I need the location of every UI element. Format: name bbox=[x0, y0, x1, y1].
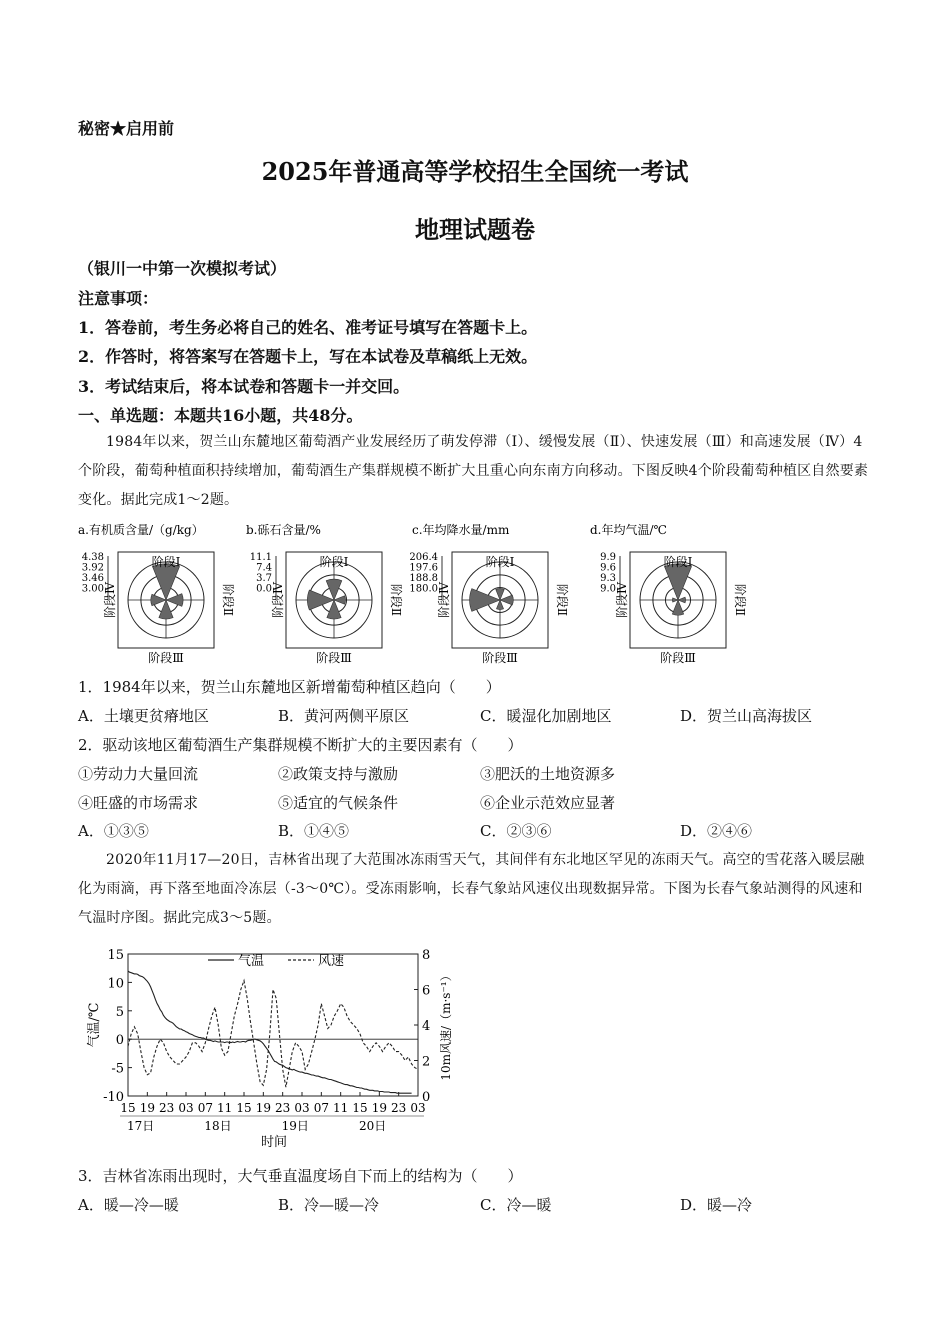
rose-tick-label: 3.7 bbox=[256, 573, 272, 584]
question-2-stem: 2．驱动该地区葡萄酒生产集群规模不断扩大的主要因素有（ ） bbox=[78, 736, 523, 754]
notice-item: 1．答卷前，考生务必将自己的姓名、准考证号填写在答题卡上。 bbox=[78, 318, 538, 337]
rose-stage-bottom: 阶段Ⅲ bbox=[316, 651, 352, 665]
x-tick-label: 19 bbox=[371, 1101, 387, 1115]
wind-temperature-chart bbox=[78, 938, 478, 1158]
rose-stage-bottom: 阶段Ⅲ bbox=[148, 651, 184, 665]
rose-stage-left: 阶段Ⅳ bbox=[437, 582, 451, 618]
q1-option-b[interactable]: B．黄河两侧平原区 bbox=[278, 707, 410, 725]
rose-stage-right: 阶段Ⅱ bbox=[555, 583, 569, 617]
left-tick-label: 0 bbox=[115, 1033, 124, 1049]
right-tick-label: 6 bbox=[422, 983, 431, 999]
notice-item: 3．考试结束后，将本试卷和答题卡一并交回。 bbox=[78, 377, 410, 396]
q2-option-b[interactable]: B．①④⑤ bbox=[278, 822, 350, 840]
q2-item: ①劳动力大量回流 bbox=[78, 765, 199, 783]
rose-charts-figure bbox=[78, 520, 758, 665]
rose-petal-stage-IV bbox=[151, 594, 166, 605]
rose-tick-label: 9.3 bbox=[600, 573, 616, 584]
q3-option-a[interactable]: A．暖—冷—暖 bbox=[78, 1196, 179, 1214]
left-tick-label: 5 bbox=[115, 1004, 124, 1020]
left-tick-label: -10 bbox=[103, 1090, 124, 1105]
question-3-stem: 3．吉林省冻雨出现时，大气垂直温度场自下而上的结构为（ ） bbox=[78, 1167, 523, 1185]
rose-petal-stage-III bbox=[672, 600, 683, 615]
q1-option-c[interactable]: C．暖湿化加剧地区 bbox=[480, 707, 612, 725]
day-label: 18日 bbox=[204, 1119, 232, 1133]
exam-title: 2025年普通高等学校招生全国统一考试 bbox=[261, 157, 689, 186]
x-tick-label: 11 bbox=[217, 1101, 233, 1115]
q2-item: ④旺盛的市场需求 bbox=[78, 794, 199, 812]
x-tick-label: 15 bbox=[120, 1101, 136, 1115]
q3-option-d[interactable]: D．暖—冷 bbox=[680, 1196, 753, 1214]
x-axis-label: 时间 bbox=[261, 1135, 288, 1150]
rose-tick-label: 11.1 bbox=[249, 552, 272, 563]
exam-name: （银川一中第一次模拟考试） bbox=[78, 259, 287, 278]
rose-petal-stage-II bbox=[500, 595, 513, 605]
rose-panel-title: b.砾石含量/% bbox=[246, 523, 321, 537]
plot-frame bbox=[128, 954, 418, 1096]
q2-option-a[interactable]: A．①③⑤ bbox=[78, 822, 149, 840]
x-tick-label: 15 bbox=[352, 1101, 368, 1115]
rose-tick-label: 9.6 bbox=[600, 562, 616, 574]
x-tick-label: 15 bbox=[236, 1101, 252, 1115]
secret-label: 秘密★启用前 bbox=[78, 119, 175, 138]
rose-tick-label: 3.00 bbox=[81, 583, 104, 595]
rose-panel-title: d.年均气温/℃ bbox=[590, 523, 667, 537]
rose-tick-label: 3.46 bbox=[81, 573, 104, 584]
x-tick-label: 07 bbox=[197, 1101, 213, 1115]
rose-stage-left: 阶段Ⅳ bbox=[103, 582, 117, 618]
x-tick-label: 03 bbox=[294, 1101, 310, 1115]
rose-tick-label: 197.6 bbox=[409, 562, 438, 574]
rose-petal-stage-IV bbox=[307, 590, 334, 610]
rose-stage-top: 阶段Ⅰ bbox=[485, 555, 515, 569]
passage-2: 2020年11月17—20日，吉林省出现了大范围冰冻雨雪天气，其间伴有东北地区罕见的冻雨天气。高空的雪花落入暖层融化为雨滴，再下落至地面冷冻层（-3～0℃）。受冻雨影响，长春气象站风速仪出现数据异常。下图为长春气象站测得的风速和气温时序图。据此完成3～5题。 bbox=[78, 852, 865, 926]
y-right-label: 10m风速/（m·s⁻¹） bbox=[439, 969, 453, 1081]
x-tick-label: 03 bbox=[178, 1101, 194, 1115]
right-tick-label: 2 bbox=[422, 1054, 431, 1070]
day-label: 19日 bbox=[281, 1119, 309, 1133]
rose-tick-label: 206.4 bbox=[409, 552, 438, 563]
rose-panel-title: c.年均降水量/mm bbox=[412, 523, 510, 537]
notice-heading: 注意事项： bbox=[78, 289, 159, 308]
rose-stage-left: 阶段Ⅳ bbox=[615, 582, 629, 618]
rose-stage-top: 阶段Ⅰ bbox=[319, 555, 349, 569]
right-tick-label: 4 bbox=[422, 1019, 431, 1034]
q3-option-c[interactable]: C．冷—暖 bbox=[480, 1196, 552, 1214]
rose-stage-right: 阶段Ⅱ bbox=[733, 583, 747, 617]
day-label: 20日 bbox=[359, 1119, 387, 1133]
series-line-wind bbox=[128, 981, 418, 1088]
rose-tick-label: 9.9 bbox=[600, 552, 616, 563]
rose-tick-label: 4.38 bbox=[81, 552, 104, 563]
rose-petal-stage-II bbox=[678, 597, 686, 603]
rose-tick-label: 7.4 bbox=[256, 562, 272, 574]
x-tick-label: 19 bbox=[139, 1101, 155, 1115]
q3-option-b[interactable]: B．冷—暖—冷 bbox=[278, 1196, 380, 1214]
rose-petal-stage-IV bbox=[470, 589, 500, 612]
rose-petal-stage-II bbox=[166, 594, 183, 607]
x-tick-label: 07 bbox=[313, 1101, 329, 1115]
notice-item: 2．作答时，将答案写在答题卡上，写在本试卷及草稿纸上无效。 bbox=[78, 347, 538, 366]
paper-subtitle: 地理试题卷 bbox=[415, 215, 535, 244]
rose-petal-stage-III bbox=[159, 600, 173, 619]
rose-petal-stage-I bbox=[326, 579, 342, 600]
x-tick-label: 23 bbox=[391, 1101, 407, 1115]
rose-petal-stage-I bbox=[664, 564, 691, 600]
right-tick-label: 0 bbox=[422, 1090, 431, 1105]
q2-item: ③肥沃的土地资源多 bbox=[480, 765, 616, 783]
q2-item: ⑤适宜的气候条件 bbox=[278, 794, 399, 812]
rose-stage-right: 阶段Ⅱ bbox=[389, 583, 403, 617]
rose-tick-label: 0.0 bbox=[256, 583, 272, 595]
passage-1: 1984年以来，贺兰山东麓地区葡萄酒产业发展经历了萌发停滞（Ⅰ）、缓慢发展（Ⅱ）、快速发展（Ⅲ）和高速发展（Ⅳ）4个阶段，葡萄种植面积持续增加，葡萄酒生产集群规模不断扩大且重心向东南方向移动。下图反映4个阶段葡萄种植区自然要素变化。据此完成1～2题。 bbox=[78, 434, 869, 508]
right-tick-label: 8 bbox=[422, 948, 431, 963]
q1-option-d[interactable]: D．贺兰山高海拔区 bbox=[680, 707, 813, 725]
rose-petal-stage-III bbox=[327, 600, 341, 619]
rose-petal-stage-I bbox=[152, 564, 179, 600]
left-tick-label: -5 bbox=[111, 1061, 124, 1077]
rose-stage-bottom: 阶段Ⅲ bbox=[482, 651, 518, 665]
rose-stage-right: 阶段Ⅱ bbox=[221, 583, 235, 617]
q1-option-a[interactable]: A．土壤更贫瘠地区 bbox=[78, 707, 209, 725]
q2-option-d[interactable]: D．②④⑥ bbox=[680, 822, 753, 840]
rose-stage-top: 阶段Ⅰ bbox=[151, 555, 181, 569]
rose-tick-label: 188.8 bbox=[409, 573, 438, 584]
rose-stage-bottom: 阶段Ⅲ bbox=[660, 651, 696, 665]
left-tick-label: 15 bbox=[107, 948, 124, 963]
rose-petal-stage-II bbox=[334, 596, 345, 605]
x-tick-label: 11 bbox=[333, 1101, 349, 1115]
rose-tick-label: 180.0 bbox=[409, 583, 438, 595]
rose-panel-title: a.有机质含量/（g/kg） bbox=[78, 523, 204, 537]
rose-stage-top: 阶段Ⅰ bbox=[663, 555, 693, 569]
day-label: 17日 bbox=[127, 1119, 155, 1133]
x-tick-label: 23 bbox=[275, 1101, 291, 1115]
y-left-label: 气温/℃ bbox=[87, 1002, 102, 1048]
legend-temp-label: 气温 bbox=[238, 954, 265, 969]
x-tick-label: 19 bbox=[255, 1101, 271, 1115]
q2-item: ②政策支持与激励 bbox=[278, 765, 399, 783]
section-heading: 一、单选题：本题共16小题，共48分。 bbox=[78, 406, 363, 425]
left-tick-label: 10 bbox=[107, 976, 124, 992]
rose-petal-stage-III bbox=[496, 600, 503, 610]
rose-stage-left: 阶段Ⅳ bbox=[271, 582, 285, 618]
x-tick-label: 23 bbox=[159, 1101, 175, 1115]
x-tick-label: 03 bbox=[410, 1101, 426, 1115]
q2-item: ⑥企业示范效应显著 bbox=[480, 794, 616, 812]
rose-petal-stage-I bbox=[496, 589, 505, 600]
q2-option-c[interactable]: C．②③⑥ bbox=[480, 822, 552, 840]
legend-wind-label: 风速 bbox=[318, 954, 345, 969]
rose-tick-label: 9.0 bbox=[600, 583, 616, 595]
question-1-stem: 1．1984年以来，贺兰山东麓地区新增葡萄种植区趋向（ ） bbox=[78, 678, 501, 696]
rose-tick-label: 3.92 bbox=[81, 562, 104, 574]
